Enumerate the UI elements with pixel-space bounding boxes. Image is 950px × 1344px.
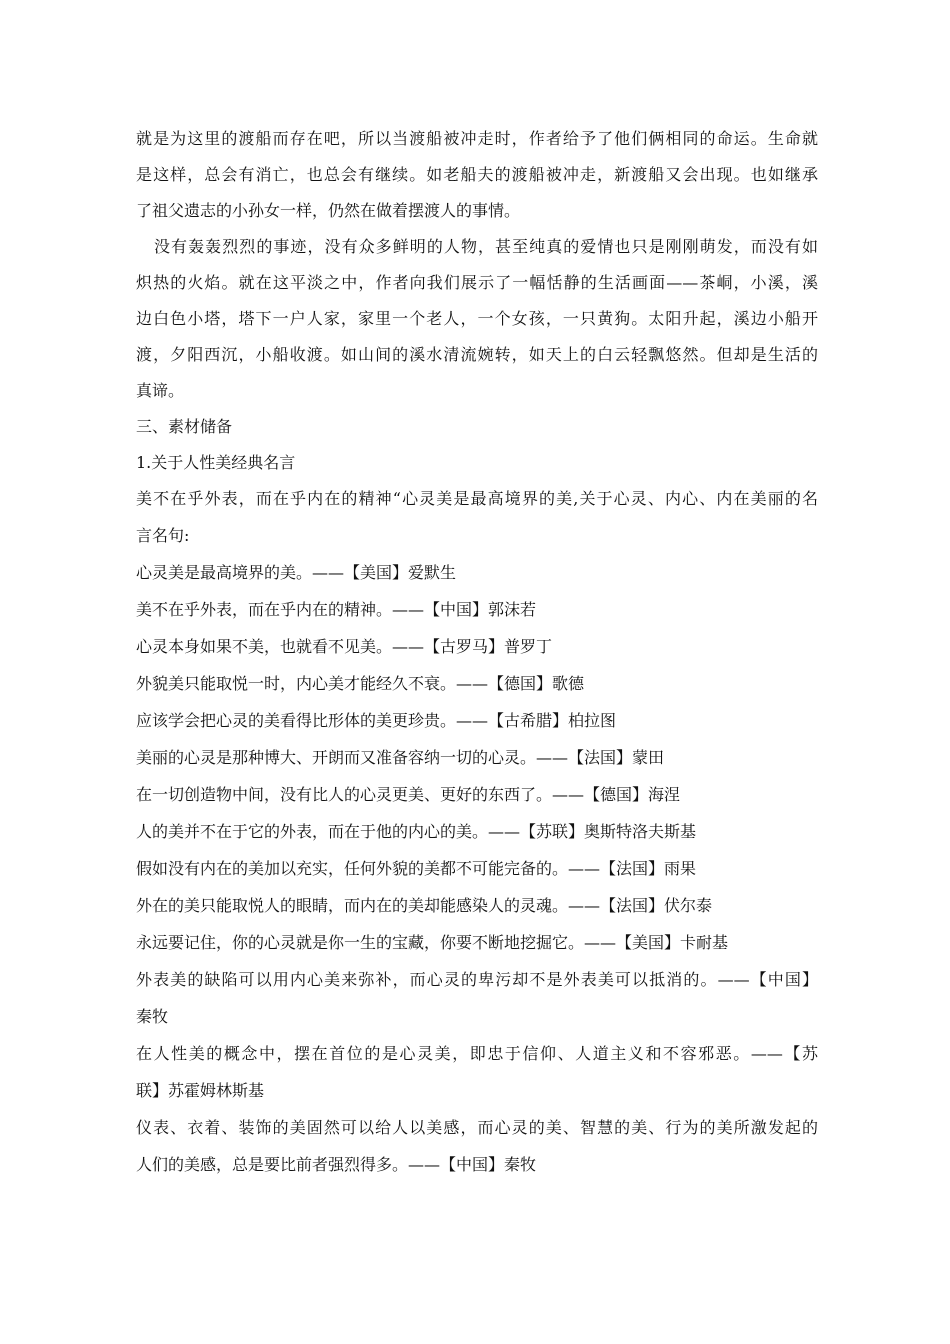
document-body xyxy=(136,121,818,1184)
paragraph-line: 了祖父遗志的小孙女一样，仍然在做着摆渡人的事情。 xyxy=(136,201,521,220)
paragraph-line: 是这样，总会有消亡，也总会有继续。如老船夫的渡船被冲走，新渡船又会出现。也如继承 xyxy=(136,165,818,184)
sub-heading: 1.关于人性美经典名言 xyxy=(136,453,296,472)
quote-line: 美不在乎外表，而在乎内在的精神。——【中国】郭沫若 xyxy=(136,600,537,619)
paragraph-line: 炽热的火焰。就在这平淡之中，作者向我们展示了一幅恬静的生活画面——茶峒，小溪，溪 xyxy=(136,273,818,292)
quote-line: 美丽的心灵是那种博大、开朗而又准备容纳一切的心灵。——【法国】蒙田 xyxy=(136,748,665,767)
quote-line: 在人性美的概念中，摆在首位的是心灵美，即忠于信仰、人道主义和不容邪恶。——【苏 xyxy=(136,1044,818,1063)
quote-line: 外表美的缺陷可以用内心美来弥补，而心灵的卑污却不是外表美可以抵消的。——【中国】 xyxy=(136,970,818,989)
section-heading: 三、素材储备 xyxy=(136,417,233,436)
intro-line: 言名句: xyxy=(136,526,190,545)
quote-line: 心灵本身如果不美，也就看不见美。——【古罗马】普罗丁 xyxy=(136,637,553,656)
paragraph-line: 就是为这里的渡船而存在吧，所以当渡船被冲走时，作者给予了他们俩相同的命运。生命就 xyxy=(136,129,818,148)
quote-line: 外貌美只能取悦一时，内心美才能经久不衰。——【德国】歌德 xyxy=(136,674,585,693)
paragraph-line: 没有轰轰烈烈的事迹，没有众多鲜明的人物，甚至纯真的爱情也只是刚刚萌发，而没有如 xyxy=(154,237,818,256)
quote-line: 应该学会把心灵的美看得比形体的美更珍贵。——【古希腊】柏拉图 xyxy=(136,711,617,730)
quote-line: 假如没有内在的美加以充实，任何外貌的美都不可能完备的。——【法国】雨果 xyxy=(136,859,697,878)
quote-line: 在一切创造物中间，没有比人的心灵更美、更好的东西了。——【德国】海涅 xyxy=(136,785,681,804)
paragraph-line: 渡，夕阳西沉，小船收渡。如山间的溪水清流婉转，如天上的白云轻飘悠然。但却是生活的 xyxy=(136,345,818,364)
quote-line: 秦牧 xyxy=(136,1007,169,1026)
quote-line: 联】苏霍姆林斯基 xyxy=(136,1081,265,1100)
quote-line: 人的美并不在于它的外表，而在于他的内心的美。——【苏联】奥斯特洛夫斯基 xyxy=(136,822,697,841)
quote-line: 心灵美是最高境界的美。——【美国】爱默生 xyxy=(136,563,457,582)
quote-line: 永远要记住，你的心灵就是你一生的宝藏，你要不断地挖掘它。——【美国】卡耐基 xyxy=(136,933,729,952)
quote-line: 人们的美感，总是要比前者强烈得多。——【中国】秦牧 xyxy=(136,1155,537,1174)
paragraph-line: 边白色小塔，塔下一户人家，家里一个老人，一个女孩，一只黄狗。太阳升起，溪边小船开 xyxy=(136,309,818,328)
paragraph-line: 真谛。 xyxy=(136,381,185,400)
quote-line: 外在的美只能取悦人的眼睛，而内在的美却能感染人的灵魂。——【法国】伏尔泰 xyxy=(136,896,713,915)
quote-line: 仪表、衣着、装饰的美固然可以给人以美感，而心灵的美、智慧的美、行为的美所激发起的 xyxy=(136,1118,818,1137)
intro-line: 美不在乎外表，而在乎内在的精神“心灵美是最高境界的美,关于心灵、内心、内在美丽的名 xyxy=(136,489,818,508)
